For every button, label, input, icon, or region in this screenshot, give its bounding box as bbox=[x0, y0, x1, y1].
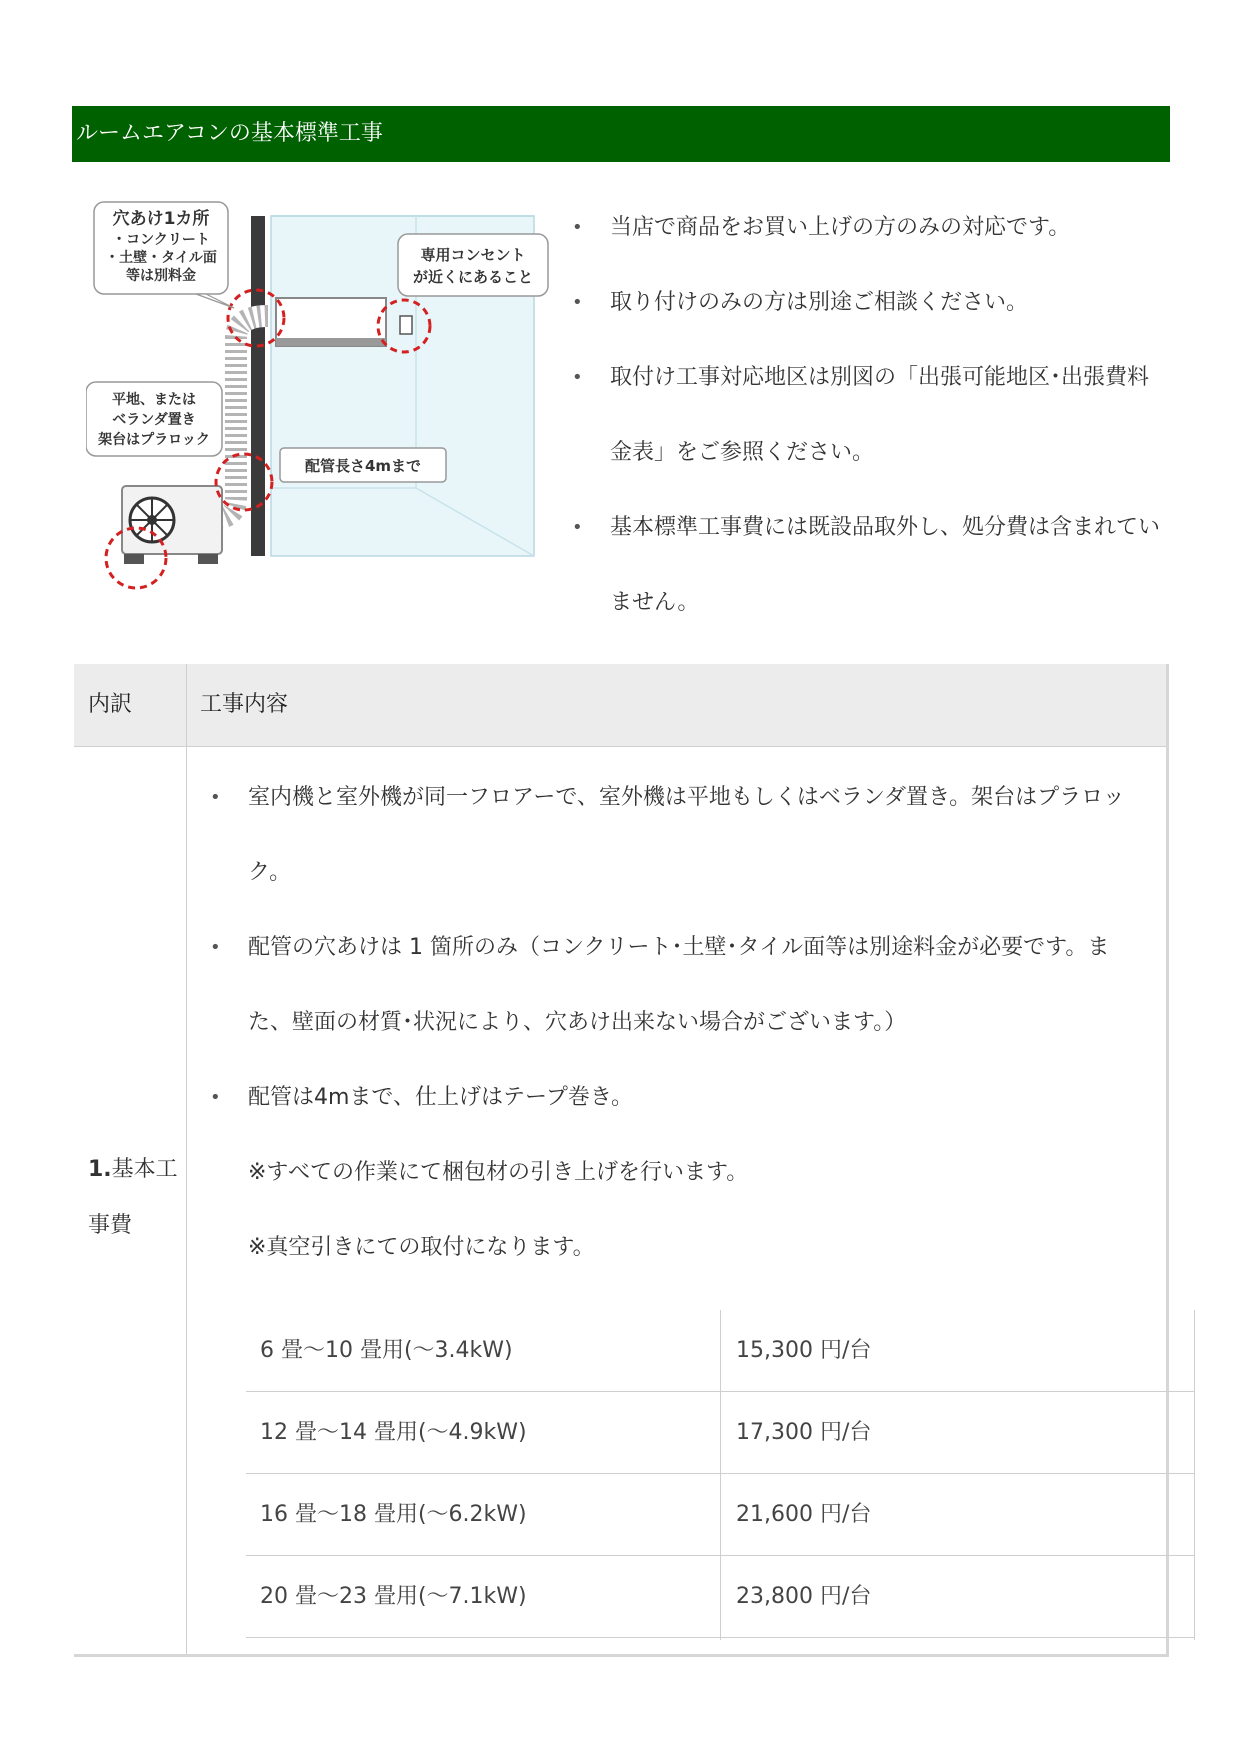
callout-hole-line: 等は別料金 bbox=[126, 268, 196, 284]
callout-outlet bbox=[398, 234, 548, 296]
column-divider bbox=[186, 664, 187, 1654]
callout-hole-line: 穴あけ1カ所 bbox=[112, 209, 210, 229]
callout-ground-line: 平地、または bbox=[112, 392, 196, 408]
installation-diagram bbox=[86, 198, 566, 598]
row-label bbox=[88, 1142, 178, 1254]
header-content: 工事内容 bbox=[200, 692, 289, 717]
list-item: • 室内機と室外機が同一フロアーで、室外機は平地もしくはベランダ置き。架台はプラロック。 bbox=[208, 760, 1148, 910]
header-breakdown: 内訳 bbox=[88, 692, 133, 717]
list-item: • 当店で商品をお買い上げの方のみの対応です。 bbox=[570, 190, 1170, 265]
price-size: 20 畳～23 畳用(～7.1kW) bbox=[260, 1584, 527, 1609]
price-column-divider bbox=[720, 1310, 721, 1640]
price-size: 6 畳～10 畳用(～3.4kW) bbox=[260, 1338, 513, 1363]
list-item: • 配管は4mまで、仕上げはテープ巻き。 bbox=[208, 1060, 1148, 1135]
list-item: • 取付け工事対応地区は別図の「出張可能地区･出張費料金表」をご参照ください。 bbox=[570, 340, 1170, 490]
price-value: 17,300 円/台 bbox=[736, 1420, 872, 1445]
row-label-text: 基本工事費 bbox=[88, 1157, 178, 1238]
work-list bbox=[208, 760, 1148, 1135]
callout-pipe-line: 配管長さ4mまで bbox=[304, 457, 422, 475]
price-value: 21,600 円/台 bbox=[736, 1502, 872, 1527]
section-title: ルームエアコンの基本標準工事 bbox=[72, 106, 1170, 162]
construction-table bbox=[74, 664, 1169, 1657]
table-header-row bbox=[74, 664, 1166, 747]
price-value: 23,800 円/台 bbox=[736, 1584, 872, 1609]
price-value: 15,300 円/台 bbox=[736, 1338, 872, 1363]
price-table bbox=[246, 1310, 1195, 1640]
outlet-icon bbox=[400, 316, 412, 334]
price-size: 12 畳～14 畳用(～4.9kW) bbox=[260, 1420, 527, 1445]
work-note: ※真空引きにての取付になります。 bbox=[248, 1235, 595, 1260]
callout-hole-line: ・土壁・タイル面 bbox=[105, 250, 217, 266]
callout-ground-line: 架台はプラロック bbox=[98, 432, 210, 448]
price-size: 16 畳～18 畳用(～6.2kW) bbox=[260, 1502, 527, 1527]
callout-hole-line: ・コンクリート bbox=[112, 232, 210, 248]
callout-ground-line: ベランダ置き bbox=[112, 412, 196, 428]
callout-outlet-line: 専用コンセント bbox=[420, 246, 526, 264]
callout-outlet-line: が近くにあること bbox=[412, 268, 534, 286]
list-item: • 配管の穴あけは 1 箇所のみ（コンクリート･土壁･タイル面等は別途料金が必要です。また、壁面の材質･状況により、穴あけ出来ない場合がございます。） bbox=[208, 910, 1148, 1060]
list-item: • 取り付けのみの方は別途ご相談ください。 bbox=[570, 265, 1170, 340]
work-note: ※すべての作業にて梱包材の引き上げを行います。 bbox=[248, 1160, 749, 1185]
row-label-number: 1. bbox=[88, 1157, 112, 1182]
notes-list bbox=[570, 190, 1170, 640]
list-item: • 基本標準工事費には既設品取外し、処分費は含まれていません。 bbox=[570, 490, 1170, 640]
